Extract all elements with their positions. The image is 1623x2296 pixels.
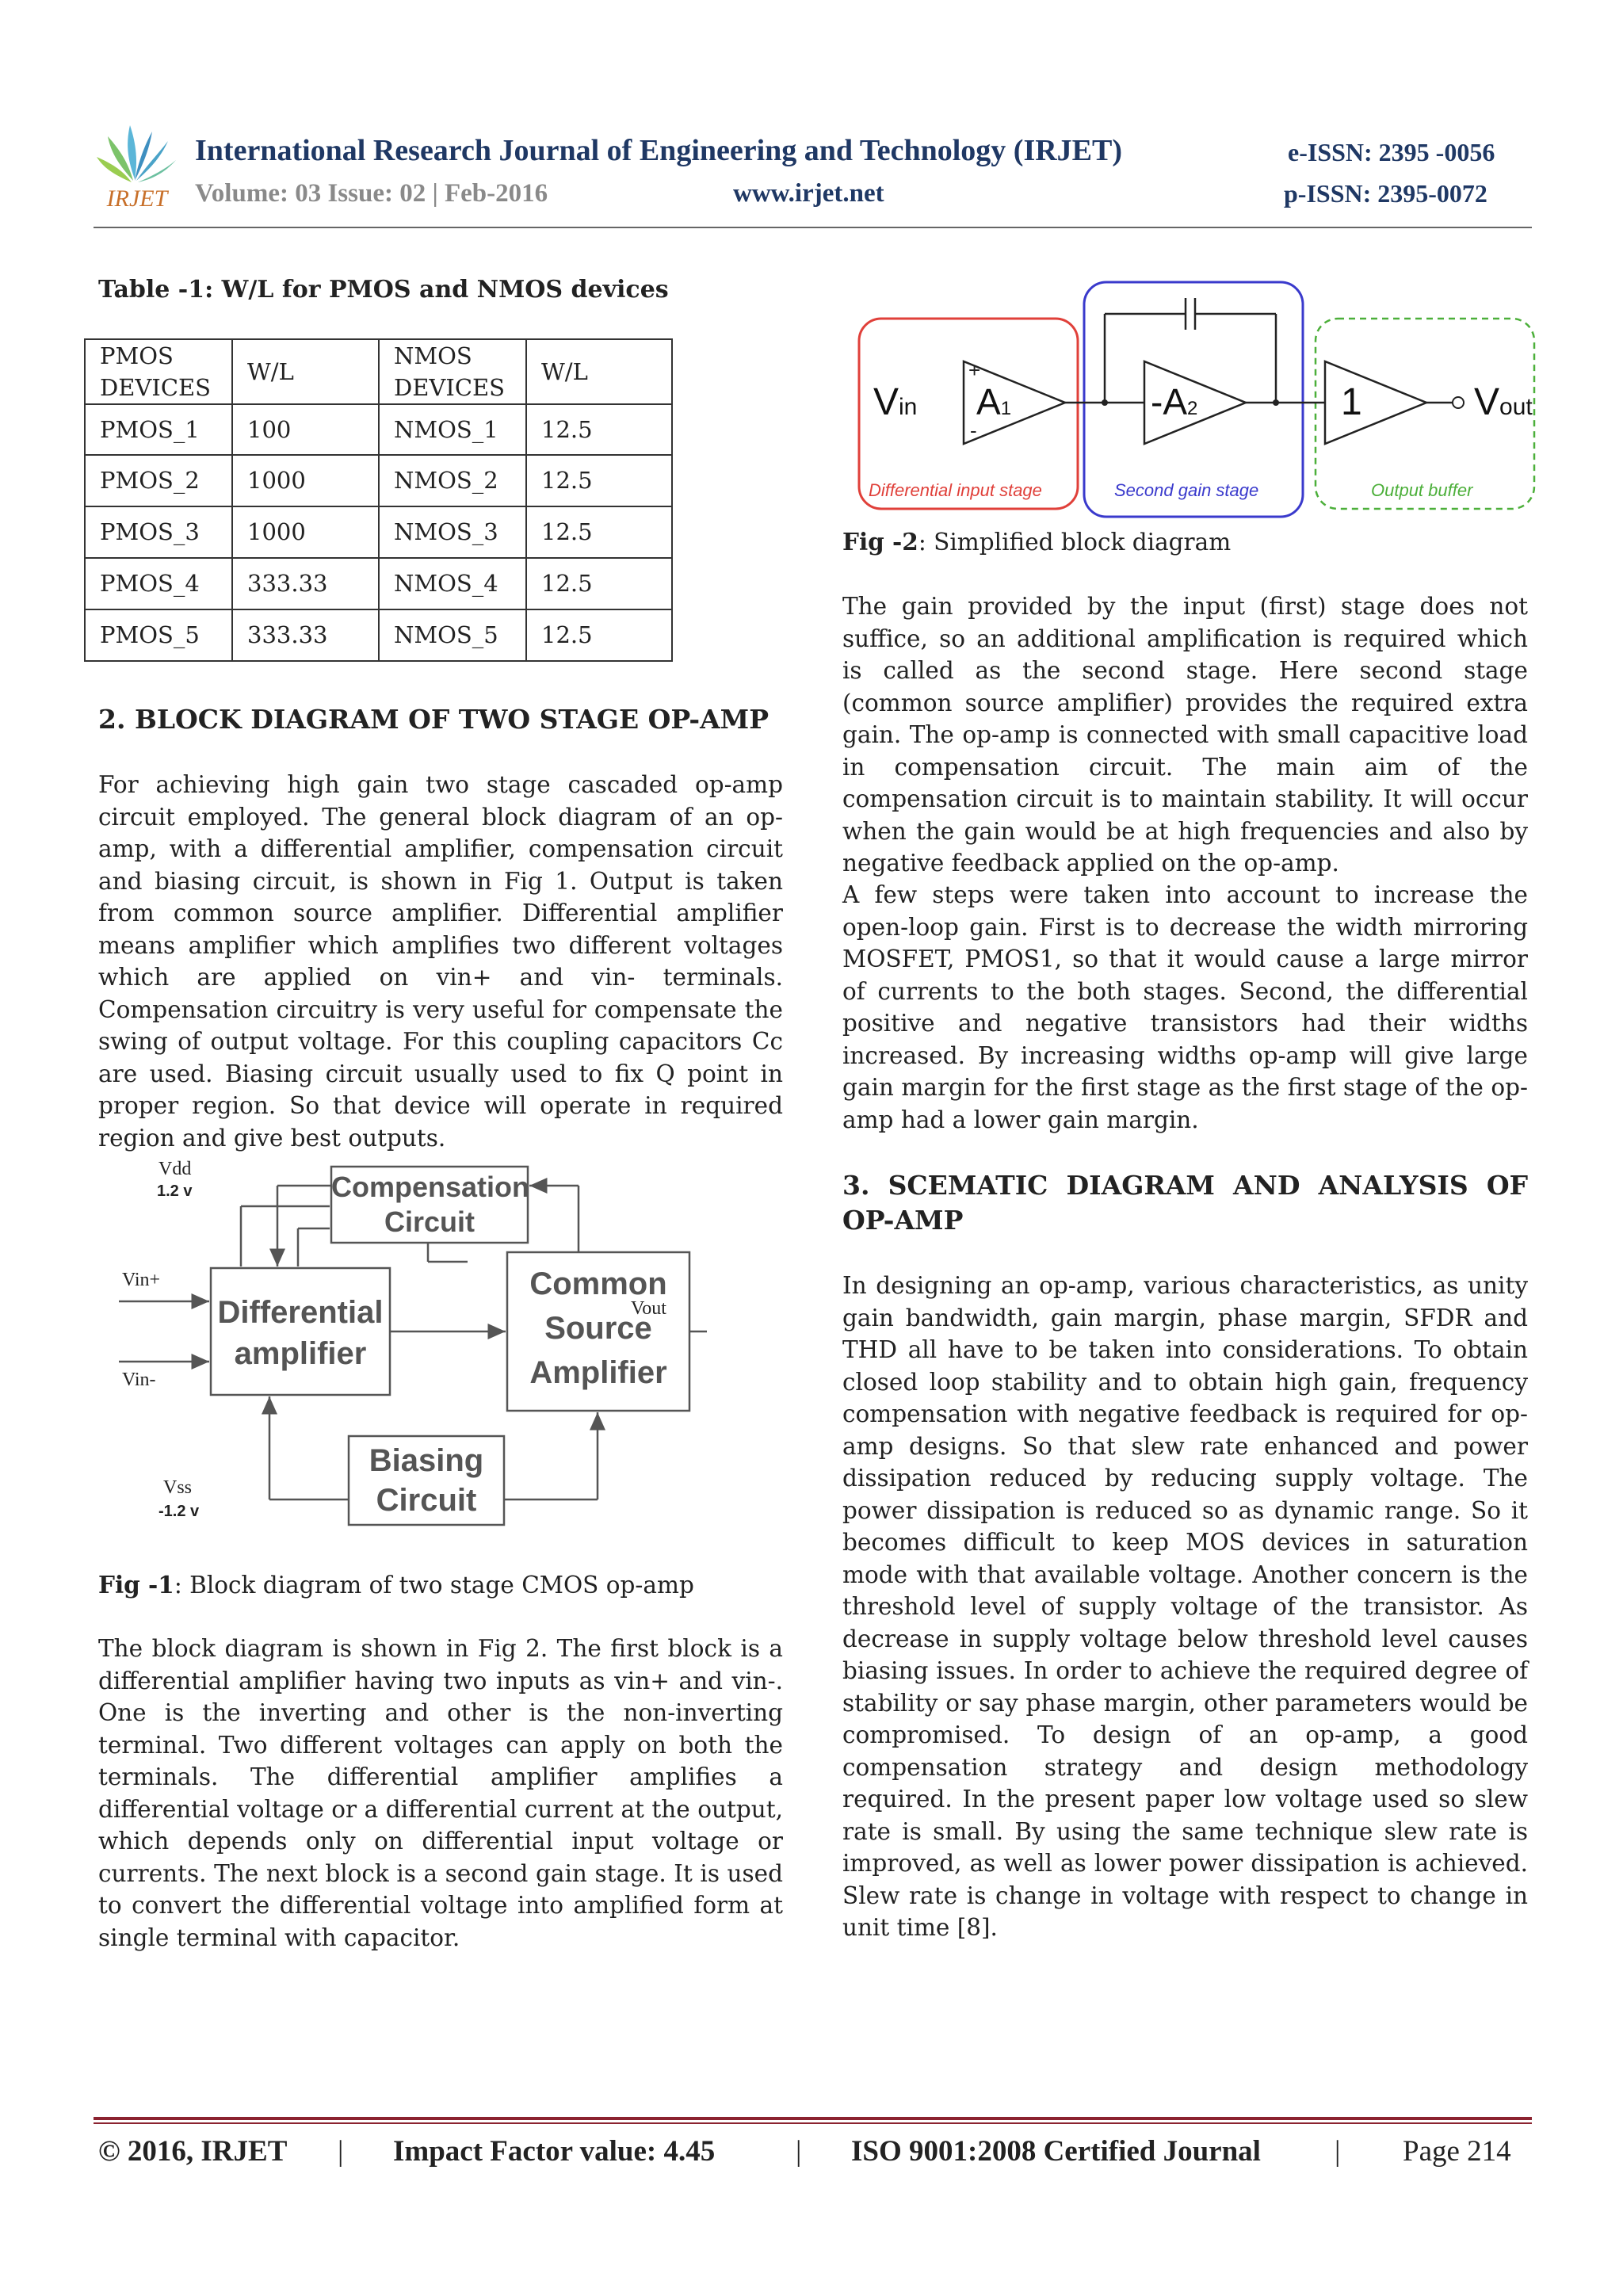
fig-2-simplified-block-diagram bbox=[857, 279, 1539, 520]
section-2-heading: 2. BLOCK DIAGRAM OF TWO STAGE OP-AMP bbox=[98, 704, 769, 735]
section-2-paragraph-1: For achieving high gain two stage cascaded op-amp circuit employed. The general block diagram of an op-amp, with a differential amplifier, compensation circuit and biasing circuit, is shown in Fig 1. Output is taken from common source amplifier. Differential amplifier means amplifier which amplifies two different voltages which are applied on vin+ and vin- terminals. Compensation circuitry is very useful for compensate the swing of output voltage. For this coupling capacitors Cc are used. Biasing circuit usually used to fix Q point in proper region. So that device will operate in required region and give best outputs. bbox=[98, 771, 783, 1152]
table-cell: NMOS_4 bbox=[379, 558, 526, 609]
stage-2-label: Second gain stage bbox=[1114, 480, 1259, 500]
biasing-circuit-label bbox=[349, 1441, 504, 1520]
table-cell: 12.5 bbox=[526, 455, 672, 506]
vdd-label: Vdd bbox=[158, 1159, 192, 1179]
table-row bbox=[85, 455, 672, 506]
fig-1-label: Fig -1 bbox=[98, 1571, 174, 1599]
common-source-amplifier-label bbox=[507, 1262, 689, 1395]
table-cell: NMOS_5 bbox=[379, 609, 526, 661]
footer-copyright: © 2016, IRJET bbox=[98, 2135, 288, 2168]
vin-plus-label: Vin+ bbox=[122, 1270, 161, 1290]
table-row bbox=[85, 404, 672, 455]
table-cell: NMOS_2 bbox=[379, 455, 526, 506]
fig-1-block-diagram bbox=[111, 1159, 713, 1539]
a2-subscript: 2 bbox=[1187, 398, 1198, 419]
vin-subscript: in bbox=[899, 394, 918, 420]
p-issn: p-ISSN: 2395-0072 bbox=[1284, 179, 1487, 208]
footer-iso: ISO 9001:2008 Certified Journal bbox=[851, 2135, 1261, 2168]
footer-page-number: Page 214 bbox=[1403, 2135, 1511, 2168]
fig-2-caption bbox=[842, 528, 1231, 556]
table-header-row bbox=[85, 339, 672, 404]
table-cell: 12.5 bbox=[526, 609, 672, 661]
table-header-cell: W/L bbox=[526, 339, 672, 404]
vout-label bbox=[1474, 380, 1533, 424]
footer-rule-thin bbox=[94, 2122, 1532, 2124]
compensation-line-2: Circuit bbox=[384, 1205, 475, 1238]
compensation-circuit-label bbox=[331, 1170, 528, 1240]
plus-terminal: + bbox=[968, 358, 981, 382]
table-cell: 333.33 bbox=[232, 609, 379, 661]
volume-issue: Volume: 03 Issue: 02 | Feb-2016 bbox=[195, 179, 548, 208]
biasing-line-1: Biasing bbox=[369, 1443, 484, 1478]
table-cell: 12.5 bbox=[526, 558, 672, 609]
differential-line-2: amplifier bbox=[234, 1336, 367, 1371]
vin-label bbox=[873, 380, 917, 424]
biasing-line-2: Circuit bbox=[376, 1483, 477, 1518]
table-cell: PMOS_2 bbox=[85, 455, 232, 506]
vin-symbol: V bbox=[873, 381, 899, 423]
differential-amplifier-label bbox=[211, 1292, 390, 1374]
table-row bbox=[85, 609, 672, 661]
a1-symbol: A bbox=[976, 381, 1001, 422]
table-cell: NMOS_1 bbox=[379, 404, 526, 455]
table-caption: Table -1: W/L for PMOS and NMOS devices bbox=[98, 276, 669, 304]
fig-2-label: Fig -2 bbox=[842, 528, 918, 556]
section-3-heading: 3. SCEMATIC DIAGRAM AND ANALYSIS OF OP-AMP bbox=[842, 1170, 1528, 1236]
wl-table bbox=[84, 338, 673, 662]
footer-separator: | bbox=[1335, 2135, 1341, 2168]
table-cell: PMOS_4 bbox=[85, 558, 232, 609]
vdd-value: 1.2 v bbox=[157, 1182, 193, 1200]
common-source-line-2: Source bbox=[544, 1311, 652, 1346]
vss-label: Vss bbox=[163, 1477, 193, 1498]
a1-label bbox=[976, 380, 1011, 423]
minus-terminal: - bbox=[970, 418, 977, 442]
footer-separator: | bbox=[796, 2135, 802, 2168]
table-cell: 1000 bbox=[232, 455, 379, 506]
footer-impact-factor: Impact Factor value: 4.45 bbox=[393, 2135, 716, 2168]
footer-separator: | bbox=[338, 2135, 344, 2168]
stage-3-label: Output buffer bbox=[1371, 480, 1473, 500]
table-cell: NMOS_3 bbox=[379, 506, 526, 558]
right-paragraph-1: The gain provided by the input (first) stage does not suffice, so an additional amplification is required which is called as the second stage. Here second stage (common source amplifier) provides the required extra gain. The op-amp is connected with small capacitive load in compensation circuit. The main aim of the compensation circuit is to maintain stability. It will occur when the gain would be at high frequencies and also by negative feedback applied on the op-amp. bbox=[842, 593, 1528, 877]
vss-value: -1.2 v bbox=[158, 1503, 200, 1520]
table-cell: PMOS_5 bbox=[85, 609, 232, 661]
right-paragraph-2: A few steps were taken into account to increase the open-loop gain. First is to decrease the width mirroring MOSFET, PMOS1, so that it would cause a large mirror of currents to the both stages. Second, the differential positive and negative transistors had their widths increased. By increasing widths op-amp will give large gain margin for the first stage as the first stage of the op-amp had a lower gain margin. bbox=[842, 881, 1528, 1133]
table-cell: 1000 bbox=[232, 506, 379, 558]
table-header-cell: NMOS DEVICES bbox=[379, 339, 526, 404]
fig-2-text: : Simplified block diagram bbox=[918, 529, 1232, 556]
compensation-line-1: Compensation bbox=[331, 1171, 530, 1203]
vout-subscript: out bbox=[1499, 394, 1533, 420]
table-cell: 333.33 bbox=[232, 558, 379, 609]
fig-1-text: : Block diagram of two stage CMOS op-amp bbox=[174, 1572, 694, 1599]
header-divider bbox=[94, 227, 1532, 228]
section-3-paragraph: In designing an op-amp, various characteristics, as unity gain bandwidth, gain margin, phase margin, SFDR and THD all have to be taken into considerations. To obtain closed loop stability and to obtain high gain, frequency compensation with negative feedback is required for op-amp designs. So that slew rate enhanced and power dissipation reduced by reducing supply voltage. The power dissipation is reduced so as dynamic range. So it becomes difficult to keep MOS devices in saturation mode with that available voltage. Another concern is the threshold level of supply voltage of the transistor. As decrease in supply voltage below threshold level causes biasing issues. In order to achieve the required degree of stability or say phase margin, other parameters would be compromised. To design of an op-amp, a good compensation strategy and design methodology required. In the present paper low voltage used so slew rate is small. By using the same technique slew rate is improved, as well as lower power dissipation is achieved. Slew rate is change in voltage with respect to change in unit time [8]. bbox=[842, 1272, 1528, 1941]
buffer-gain-label: 1 bbox=[1341, 381, 1362, 423]
table-cell: 12.5 bbox=[526, 404, 672, 455]
section-2-paragraph-2: The block diagram is shown in Fig 2. The first block is a differential amplifier having two inputs as vin+ and vin-. One is the inverting and other is the non-inverting terminal. Two different voltages can apply on both the terminals. The differential amplifier amplifies a differential voltage or a differential current at the output, which depends only on differential input voltage or currents. The next block is a second gain stage. It is used to convert the differential voltage into amplified form at single terminal with capacitor. bbox=[98, 1635, 783, 1951]
logo-text: IRJET bbox=[106, 185, 168, 212]
irjet-logo bbox=[94, 117, 181, 211]
website-link[interactable]: www.irjet.net bbox=[733, 179, 884, 208]
a2-symbol: -A bbox=[1151, 381, 1187, 422]
table-cell: 12.5 bbox=[526, 506, 672, 558]
a1-subscript: 1 bbox=[1000, 398, 1012, 419]
table-header-cell: W/L bbox=[232, 339, 379, 404]
footer-rule bbox=[94, 2117, 1532, 2120]
common-source-line-1: Common bbox=[529, 1266, 667, 1301]
table-cell: PMOS_1 bbox=[85, 404, 232, 455]
table-cell: PMOS_3 bbox=[85, 506, 232, 558]
differential-line-1: Differential bbox=[217, 1295, 384, 1330]
journal-title: International Research Journal of Engineering and Technology (IRJET) bbox=[195, 134, 1123, 167]
fig-1-caption bbox=[98, 1571, 694, 1599]
a2-label bbox=[1151, 380, 1197, 423]
table-cell: 100 bbox=[232, 404, 379, 455]
table-row bbox=[85, 558, 672, 609]
table-header-cell: PMOS DEVICES bbox=[85, 339, 232, 404]
stage-1-label: Differential input stage bbox=[869, 480, 1042, 500]
vout-symbol: V bbox=[1474, 381, 1500, 423]
e-issn: e-ISSN: 2395 -0056 bbox=[1288, 138, 1495, 166]
vout-label: Vout bbox=[631, 1298, 666, 1319]
vin-minus-label: Vin- bbox=[122, 1370, 156, 1390]
table-row bbox=[85, 506, 672, 558]
common-source-line-3: Amplifier bbox=[529, 1355, 667, 1390]
